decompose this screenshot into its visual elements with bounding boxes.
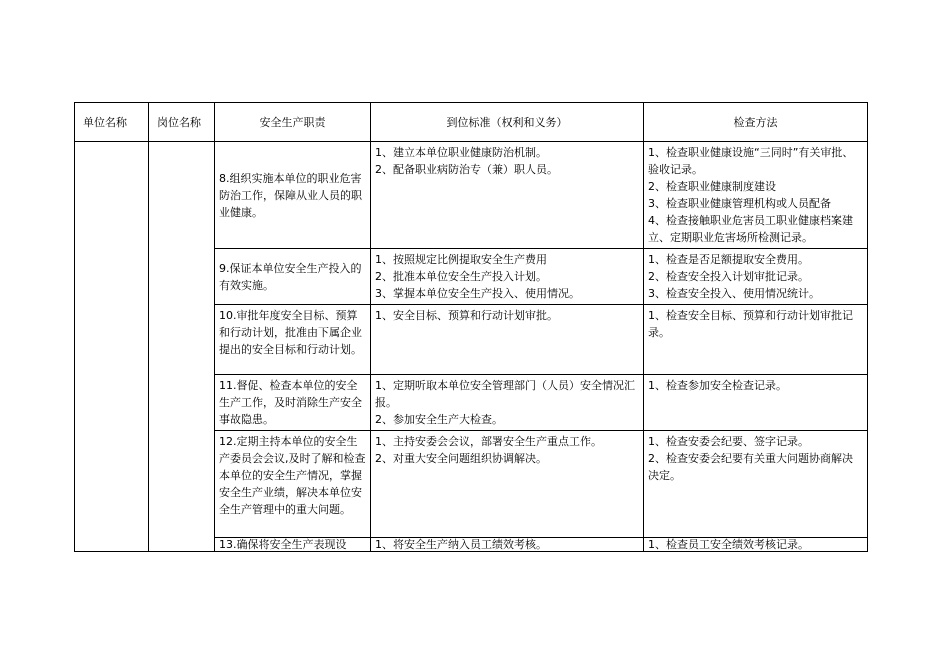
standard-cell [371,375,644,431]
table-header-row [75,103,868,142]
standard-cell [371,142,644,249]
duty-cell: 9.保证本单位安全生产投入的有效实施。 [215,249,371,305]
standard-cell [371,431,644,538]
method-cell [644,305,868,375]
method-line: 2、检查安委会纪要有关重大问题协商解决决定。 [648,452,853,482]
duty-cell: 12.定期主持本单位的安全生产委员会会议,及时了解和检查本单位的安全生产情况，掌握安全生产业绩，解决本单位安全生产管理中的重大问题。 [215,431,371,538]
standard-line: 1、安全目标、预算和行动计划审批。 [375,309,558,322]
method-line: 1、检查参加安全检查记录。 [648,379,787,392]
standard-line: 1、定期听取本单位安全管理部门（人员）安全情况汇报。 [375,379,635,409]
standard-cell [371,538,644,552]
standard-cell [371,249,644,305]
method-cell [644,431,868,538]
responsibility-table [74,102,868,552]
method-line: 1、检查员工安全绩效考核记录。 [648,538,809,551]
header-safety-duty: 安全生产职责 [215,103,371,142]
header-post-name: 岗位名称 [149,103,215,142]
method-line: 3、检查安全投入、使用情况统计。 [648,287,820,300]
header-standard: 到位标准（权利和义务） [371,103,644,142]
duty-cell: 13.确保将安全生产表现设 [215,538,371,552]
table-row [75,142,868,249]
standard-line: 2、参加安全生产大检查。 [375,413,503,426]
standard-line: 3、掌握本单位安全生产投入、使用情况。 [375,287,580,300]
standard-line: 2、配备职业病防治专（兼）职人员。 [375,163,558,176]
standard-line: 2、对重大安全问题组织协调解决。 [375,452,547,465]
duty-cell: 11.督促、检查本单位的安全生产工作，及时消除生产安全事故隐患。 [215,375,371,431]
standard-line: 1、按照规定比例提取安全生产费用 [375,253,547,266]
method-line: 2、检查安全投入计划审批记录。 [648,270,809,283]
method-line: 4、检查接触职业危害员工职业健康档案建立、定期职业危害场所检测记录。 [648,214,853,244]
header-check-method: 检查方法 [644,103,868,142]
method-line: 1、检查安全目标、预算和行动计划审批记录。 [648,309,853,339]
method-line: 1、检查安委会纪要、签字记录。 [648,435,809,448]
method-cell [644,538,868,552]
method-cell [644,249,868,305]
method-cell [644,375,868,431]
post-name-cell [149,142,215,552]
standard-line: 1、将安全生产纳入员工绩效考核。 [375,538,547,551]
standard-line: 1、建立本单位职业健康防治机制。 [375,146,547,159]
method-line: 2、检查职业健康制度建设 [648,180,776,193]
method-cell [644,142,868,249]
duty-cell: 10.审批年度安全目标、预算和行动计划，批准由下属企业提出的安全目标和行动计划。 [215,305,371,375]
duty-cell: 8.组织实施本单位的职业危害防治工作，保障从业人员的职业健康。 [215,142,371,249]
method-line: 1、检查职业健康设施“三同时”有关审批、验收记录。 [648,146,854,176]
unit-name-cell [75,142,149,552]
method-line: 1、检查是否足额提取安全费用。 [648,253,809,266]
header-unit-name: 单位名称 [75,103,149,142]
method-line: 3、检查职业健康管理机构或人员配备 [648,197,831,210]
standard-cell [371,305,644,375]
standard-line: 1、主持安委会会议，部署安全生产重点工作。 [375,435,602,448]
standard-line: 2、批准本单位安全生产投入计划。 [375,270,547,283]
